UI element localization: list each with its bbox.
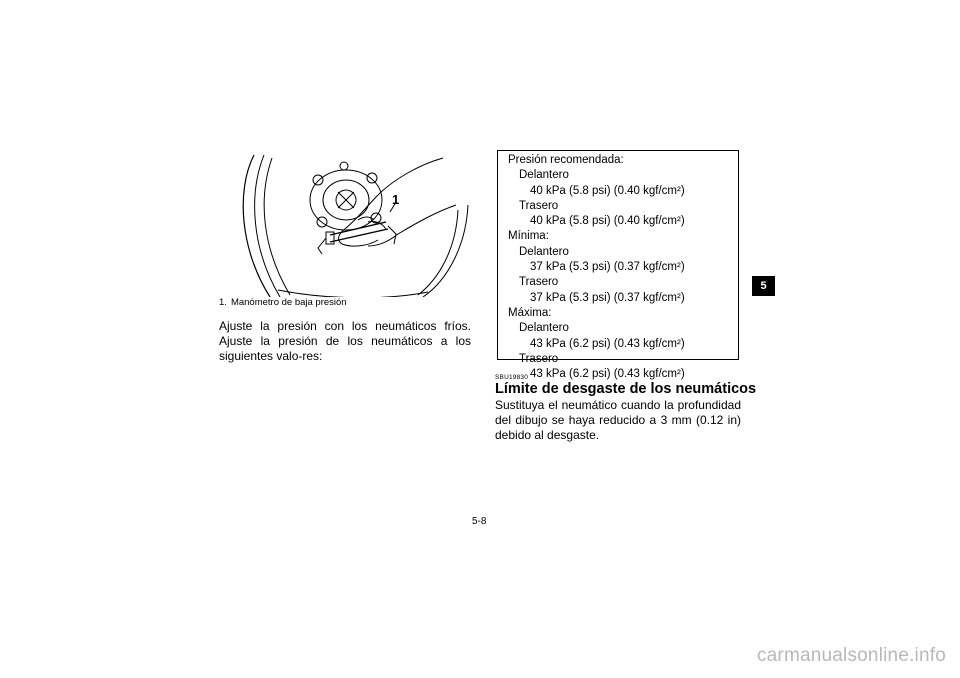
- pressure-adjust-paragraph: Ajuste la presión con los neumáticos fríos. Ajuste la presión de los neumáticos a los siguientes valo-res:: [219, 319, 471, 363]
- spec-line: Presión recomendada:: [508, 154, 624, 166]
- spec-line: 40 kPa (5.8 psi) (0.40 kgf/cm²): [530, 184, 685, 197]
- spec-line: Delantero: [519, 322, 569, 335]
- figure-callout-number: 1: [392, 192, 400, 207]
- spec-line: Mínima:: [508, 230, 549, 243]
- spec-line: Trasero: [519, 276, 559, 289]
- tire-pressure-gauge-illustration: [218, 150, 474, 297]
- spec-line: 43 kPa (6.2 psi) (0.43 kgf/cm²): [530, 368, 685, 381]
- spec-line: Delantero: [519, 169, 569, 182]
- spec-line: Trasero: [519, 199, 559, 212]
- spec-line: Delantero: [519, 245, 569, 258]
- spec-line: 37 kPa (5.3 psi) (0.37 kgf/cm²): [530, 261, 685, 274]
- section-heading: Límite de desgaste de los neumáticos: [495, 381, 757, 397]
- figure-caption: [219, 297, 347, 308]
- spec-line: Trasero: [519, 352, 559, 365]
- wheel-and-gauge-drawing: [218, 150, 474, 297]
- page-number: 5-8: [472, 516, 487, 527]
- spec-line: 40 kPa (5.8 psi) (0.40 kgf/cm²): [530, 215, 685, 228]
- spec-line: 43 kPa (6.2 psi) (0.43 kgf/cm²): [530, 337, 685, 350]
- caption-text: Manómetro de baja presión: [230, 297, 347, 308]
- spec-line: Máxima:: [508, 306, 552, 319]
- section-code: SBU19830: [495, 374, 529, 381]
- chapter-tab: 5: [752, 276, 775, 296]
- watermark: carmanualsonline.info: [756, 645, 946, 666]
- caption-number: 1.: [219, 297, 227, 308]
- spec-line: 37 kPa (5.3 psi) (0.37 kgf/cm²): [530, 291, 685, 304]
- tread-wear-paragraph: Sustituya el neumático cuando la profundidad del dibujo se haya reducido a 3 mm (0.12 in) debido al desgaste.: [495, 398, 741, 442]
